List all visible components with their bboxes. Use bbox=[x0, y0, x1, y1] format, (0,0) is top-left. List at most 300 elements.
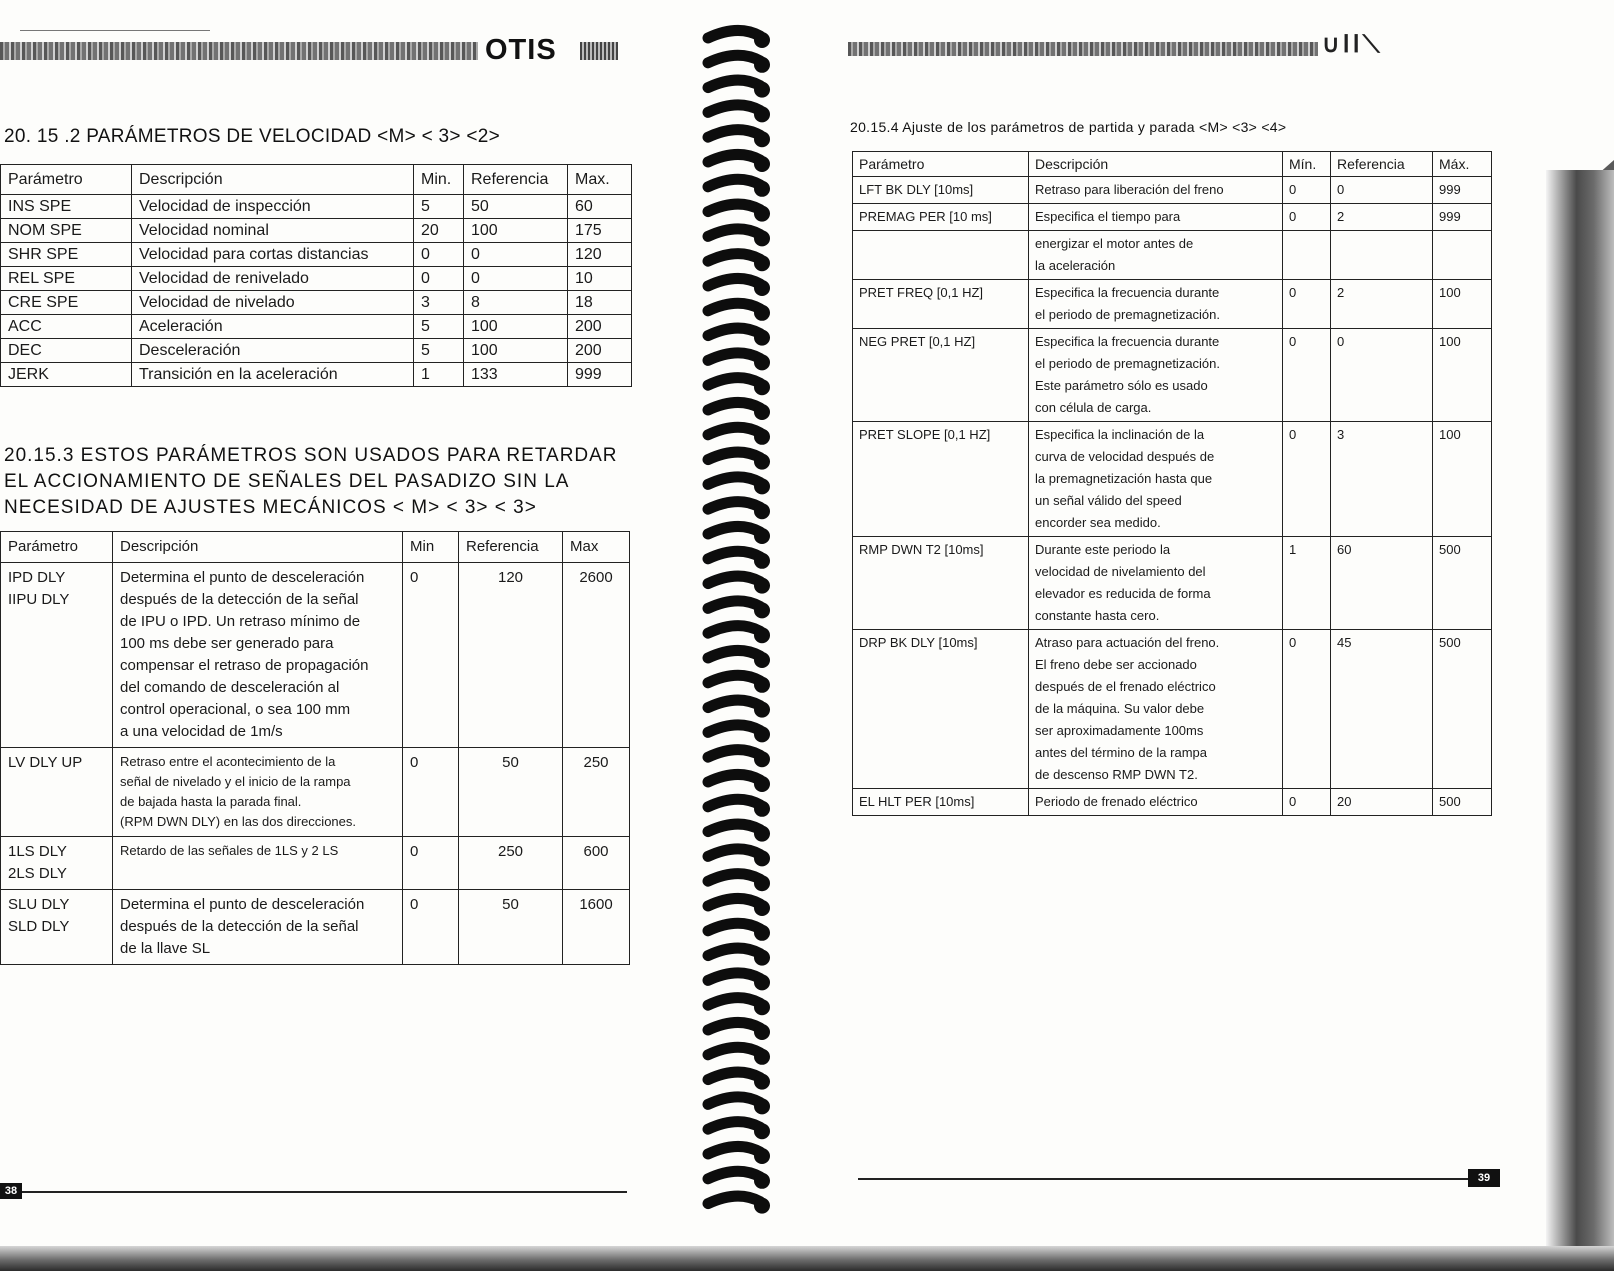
cell-line: Retraso para liberación del freno bbox=[1035, 182, 1224, 197]
column-header: Max. bbox=[568, 165, 632, 195]
max-cell: 250 bbox=[563, 748, 630, 837]
reference-cell: 50 bbox=[459, 748, 563, 837]
min-cell: 0 bbox=[403, 563, 459, 748]
otis-logo: OTIS bbox=[485, 34, 557, 66]
cell-line: elevador es reducida de forma bbox=[1035, 586, 1211, 601]
spiral-ring bbox=[754, 32, 770, 48]
param-cell: DRP BK DLY [10ms] bbox=[853, 630, 1029, 789]
spiral-loop bbox=[708, 402, 760, 410]
column-header: Max bbox=[563, 532, 630, 563]
spiral-ring bbox=[754, 1074, 770, 1090]
spiral-ring bbox=[754, 826, 770, 842]
reference-cell: 2 bbox=[1331, 204, 1433, 231]
max-cell: 100 bbox=[1433, 422, 1492, 537]
min-cell: 5 bbox=[414, 339, 464, 363]
max-cell: 100 bbox=[1433, 280, 1492, 329]
reference-cell: 0 bbox=[464, 243, 568, 267]
max-cell: 100 bbox=[1433, 329, 1492, 422]
cell-line: después de la detección de la señal bbox=[120, 591, 359, 608]
spiral-ring bbox=[754, 1024, 770, 1040]
spiral-loop bbox=[708, 254, 760, 262]
description-cell bbox=[1029, 537, 1283, 630]
spiral-loop bbox=[708, 452, 760, 460]
table-row bbox=[853, 422, 1492, 537]
param-cell bbox=[1, 890, 113, 965]
spiral-loop bbox=[708, 650, 760, 658]
table-row bbox=[1, 243, 632, 267]
table-row bbox=[1, 315, 632, 339]
spiral-loop bbox=[708, 799, 760, 807]
param-cell: DEC bbox=[1, 339, 132, 363]
title-line: NECESIDAD DE AJUSTES MECÁNICOS < M> < 3> < 3> bbox=[4, 497, 537, 518]
min-cell: 1 bbox=[414, 363, 464, 387]
spiral-loop bbox=[708, 204, 760, 212]
min-cell: 0 bbox=[403, 890, 459, 965]
spiral-loop bbox=[708, 526, 760, 534]
spiral-loop bbox=[708, 1047, 760, 1055]
cell-line: después de el frenado eléctrico bbox=[1035, 679, 1216, 694]
cell-line: Especifica el tiempo para bbox=[1035, 209, 1181, 224]
header-band-left bbox=[0, 42, 478, 60]
spiral-ring bbox=[754, 255, 770, 271]
param-cell: INS SPE bbox=[1, 195, 132, 219]
table-row bbox=[853, 231, 1492, 280]
cell-line: 100 ms debe ser generado para bbox=[120, 635, 334, 652]
page-number-right: 39 bbox=[1468, 1169, 1500, 1187]
spiral-ring bbox=[754, 478, 770, 494]
max-cell: 18 bbox=[568, 291, 632, 315]
description-cell bbox=[1029, 177, 1283, 204]
description-cell bbox=[1029, 630, 1283, 789]
spiral-loop bbox=[708, 824, 760, 832]
min-cell: 20 bbox=[414, 219, 464, 243]
cell-line: (RPM DWN DLY) en las dos direcciones. bbox=[120, 814, 356, 829]
spiral-loop bbox=[708, 154, 760, 162]
spiral-ring bbox=[754, 776, 770, 792]
max-cell: 120 bbox=[568, 243, 632, 267]
page-edge-shadow bbox=[1546, 170, 1614, 1250]
param-cell bbox=[1, 837, 113, 890]
description-cell bbox=[1029, 231, 1283, 280]
column-header: Min bbox=[403, 532, 459, 563]
spiral-ring bbox=[754, 950, 770, 966]
description-cell bbox=[1029, 204, 1283, 231]
spiral-loop bbox=[708, 378, 760, 386]
max-cell: 200 bbox=[568, 339, 632, 363]
table-header-row bbox=[1, 532, 630, 563]
min-cell: 1 bbox=[1283, 537, 1331, 630]
cell-line: SLD DLY bbox=[8, 918, 70, 935]
header-band-right bbox=[848, 42, 1318, 56]
spiral-loop bbox=[708, 849, 760, 857]
table-row bbox=[1, 363, 632, 387]
param-cell bbox=[853, 231, 1029, 280]
spiral-loop bbox=[708, 1122, 760, 1130]
spiral-ring bbox=[754, 751, 770, 767]
spiral-loop bbox=[708, 303, 760, 311]
min-cell: 0 bbox=[403, 748, 459, 837]
cell-line: velocidad de nivelamiento del bbox=[1035, 564, 1206, 579]
min-cell: 0 bbox=[1283, 422, 1331, 537]
spiral-ring bbox=[754, 131, 770, 147]
title-line: EL ACCIONAMIENTO DE SEÑALES DEL PASADIZO SIN LA bbox=[4, 471, 570, 492]
spiral-loop bbox=[708, 1146, 760, 1154]
table-row bbox=[1, 267, 632, 291]
spiral-ring bbox=[754, 404, 770, 420]
table-row bbox=[1, 219, 632, 243]
description-cell bbox=[113, 837, 403, 890]
cell-line: IPD DLY bbox=[8, 569, 66, 586]
reference-cell: 100 bbox=[464, 339, 568, 363]
column-header: Parámetro bbox=[1, 532, 113, 563]
cell-line: de IPU o IPD. Un retraso mínimo de bbox=[120, 613, 361, 630]
spiral-loop bbox=[708, 576, 760, 584]
spiral-loop bbox=[708, 750, 760, 758]
param-cell: NEG PRET [0,1 HZ] bbox=[853, 329, 1029, 422]
max-cell: 999 bbox=[1433, 204, 1492, 231]
spiral-ring bbox=[754, 602, 770, 618]
velocity-parameters-table bbox=[0, 164, 632, 387]
spiral-loop bbox=[708, 601, 760, 609]
delay-parameters-table bbox=[0, 531, 630, 965]
reference-cell: 45 bbox=[1331, 630, 1433, 789]
min-cell: 0 bbox=[1283, 789, 1331, 816]
reference-cell: 8 bbox=[464, 291, 568, 315]
min-cell: 5 bbox=[414, 195, 464, 219]
footer-rule-right bbox=[858, 1178, 1468, 1180]
column-header: Descripción bbox=[113, 532, 403, 563]
min-cell: 0 bbox=[1283, 329, 1331, 422]
spiral-loop bbox=[708, 700, 760, 708]
reference-cell: 2 bbox=[1331, 280, 1433, 329]
spiral-ring bbox=[754, 57, 770, 73]
cell-line: ser aproximadamente 100ms bbox=[1035, 723, 1204, 738]
spiral-ring bbox=[754, 82, 770, 98]
min-cell: 0 bbox=[403, 837, 459, 890]
spiral-ring bbox=[754, 726, 770, 742]
spiral-ring bbox=[754, 354, 770, 370]
table-row bbox=[853, 789, 1492, 816]
reference-cell: 0 bbox=[464, 267, 568, 291]
spiral-ring bbox=[754, 379, 770, 395]
title-line: 20.15.3 ESTOS PARÁMETROS SON USADOS PARA RETARDAR bbox=[4, 445, 618, 466]
spiral-loop bbox=[708, 229, 760, 237]
table-row bbox=[853, 280, 1492, 329]
spiral-loop bbox=[708, 1171, 760, 1179]
reference-cell: 0 bbox=[1331, 329, 1433, 422]
column-header: Parámetro bbox=[1, 165, 132, 195]
spiral-ring bbox=[754, 330, 770, 346]
cell-line: Atraso para actuación del freno. bbox=[1035, 635, 1220, 650]
cell-line: Especifica la inclinación de la bbox=[1035, 427, 1205, 442]
min-cell: 5 bbox=[414, 315, 464, 339]
max-cell: 999 bbox=[568, 363, 632, 387]
spiral-loop bbox=[708, 278, 760, 286]
spiral-ring bbox=[754, 280, 770, 296]
spiral-loop bbox=[708, 477, 760, 485]
cell-line: El freno debe ser accionado bbox=[1035, 657, 1197, 672]
cell-line: Especifica la frecuencia durante bbox=[1035, 285, 1220, 300]
spiral-ring bbox=[754, 801, 770, 817]
min-cell: 0 bbox=[1283, 177, 1331, 204]
cell-line: la aceleración bbox=[1035, 258, 1116, 273]
spiral-loop bbox=[708, 774, 760, 782]
param-cell: SHR SPE bbox=[1, 243, 132, 267]
start-stop-section-title: 20.15.4 Ajuste de los parámetros de partida y parada <M> <3> <4> bbox=[850, 119, 1287, 135]
cell-line: un señal válido del speed bbox=[1035, 493, 1182, 508]
table-row bbox=[853, 204, 1492, 231]
spiral-ring bbox=[754, 627, 770, 643]
spiral-loop bbox=[708, 626, 760, 634]
cell-line: Durante este periodo la bbox=[1035, 542, 1171, 557]
column-header: Mín. bbox=[1283, 152, 1331, 177]
description-cell: Velocidad de renivelado bbox=[132, 267, 414, 291]
cell-line: a una velocidad de 1m/s bbox=[120, 723, 283, 740]
min-cell bbox=[1283, 231, 1331, 280]
max-cell: 999 bbox=[1433, 177, 1492, 204]
cell-line: control operacional, o sea 100 mm bbox=[120, 701, 351, 718]
param-cell: ACC bbox=[1, 315, 132, 339]
spiral-binding bbox=[698, 20, 808, 1240]
cell-line: señal de nivelado y el inicio de la rampa bbox=[120, 774, 351, 789]
reference-cell: 120 bbox=[459, 563, 563, 748]
spiral-loop bbox=[708, 105, 760, 113]
spiral-loop bbox=[708, 328, 760, 336]
cell-line: la premagnetización hasta que bbox=[1035, 471, 1213, 486]
spiral-ring bbox=[754, 974, 770, 990]
cell-line: el periodo de premagnetización. bbox=[1035, 356, 1221, 371]
min-cell: 0 bbox=[1283, 204, 1331, 231]
cell-line: de la máquina. Su valor debe bbox=[1035, 701, 1205, 716]
param-cell: CRE SPE bbox=[1, 291, 132, 315]
max-cell: 10 bbox=[568, 267, 632, 291]
footer-rule-left bbox=[22, 1191, 627, 1193]
table-row bbox=[853, 537, 1492, 630]
spiral-loop bbox=[708, 948, 760, 956]
table-row bbox=[1, 748, 630, 837]
spiral-ring bbox=[754, 503, 770, 519]
spiral-loop bbox=[708, 502, 760, 510]
spiral-loop bbox=[708, 1072, 760, 1080]
spiral-ring bbox=[754, 1049, 770, 1065]
spiral-ring bbox=[754, 702, 770, 718]
spiral-ring bbox=[754, 206, 770, 222]
description-cell: Velocidad de inspección bbox=[132, 195, 414, 219]
cell-line: Determina el punto de desceleración bbox=[120, 896, 365, 913]
reference-cell: 100 bbox=[464, 219, 568, 243]
description-cell: Transición en la aceleración bbox=[132, 363, 414, 387]
param-cell: PRET SLOPE [0,1 HZ] bbox=[853, 422, 1029, 537]
min-cell: 0 bbox=[1283, 630, 1331, 789]
spiral-loop bbox=[708, 998, 760, 1006]
description-cell bbox=[1029, 789, 1283, 816]
cell-line: 2LS DLY bbox=[8, 865, 67, 882]
max-cell: 500 bbox=[1433, 537, 1492, 630]
description-cell bbox=[1029, 280, 1283, 329]
description-cell bbox=[113, 563, 403, 748]
spiral-ring bbox=[754, 677, 770, 693]
max-cell: 500 bbox=[1433, 789, 1492, 816]
cell-line: de bajada hasta la parada final. bbox=[120, 794, 302, 809]
scan-bottom-shadow bbox=[0, 1246, 1614, 1271]
spiral-ring bbox=[754, 181, 770, 197]
cell-line: constante hasta cero. bbox=[1035, 608, 1160, 623]
reference-cell: 50 bbox=[459, 890, 563, 965]
min-cell: 0 bbox=[414, 267, 464, 291]
spiral-loop bbox=[708, 973, 760, 981]
spiral-loop bbox=[708, 30, 760, 38]
max-cell: 600 bbox=[563, 837, 630, 890]
description-cell: Aceleración bbox=[132, 315, 414, 339]
reference-cell: 50 bbox=[464, 195, 568, 219]
reference-cell: 20 bbox=[1331, 789, 1433, 816]
reference-cell: 0 bbox=[1331, 177, 1433, 204]
otis-logo-fragment: ∪ⅠⅠ⟍ bbox=[1322, 31, 1383, 58]
cell-line: Retardo de las señales de 1LS y 2 LS bbox=[120, 843, 339, 858]
spiral-loop bbox=[708, 179, 760, 187]
cell-line: con célula de carga. bbox=[1035, 400, 1152, 415]
cell-line: Determina el punto de desceleración bbox=[120, 569, 365, 586]
table-row bbox=[1, 195, 632, 219]
spiral-loop bbox=[708, 1196, 760, 1204]
spiral-ring bbox=[754, 305, 770, 321]
param-cell: NOM SPE bbox=[1, 219, 132, 243]
page-number-left: 38 bbox=[0, 1183, 22, 1199]
cell-line: de descenso RMP DWN T2. bbox=[1035, 767, 1198, 782]
param-cell: PREMAG PER [10 ms] bbox=[853, 204, 1029, 231]
delay-section-title bbox=[4, 443, 644, 521]
spiral-loop bbox=[708, 427, 760, 435]
column-header: Máx. bbox=[1433, 152, 1492, 177]
column-header: Parámetro bbox=[853, 152, 1029, 177]
spiral-ring bbox=[754, 1173, 770, 1189]
spiral-loop bbox=[708, 551, 760, 559]
cell-line: Especifica la frecuencia durante bbox=[1035, 334, 1220, 349]
table-row bbox=[853, 177, 1492, 204]
table-row bbox=[1, 339, 632, 363]
top-rule bbox=[20, 30, 210, 31]
description-cell: Velocidad nominal bbox=[132, 219, 414, 243]
cell-line: SLU DLY bbox=[8, 896, 70, 913]
spiral-ring bbox=[754, 1148, 770, 1164]
param-cell: PRET FREQ [0,1 HZ] bbox=[853, 280, 1029, 329]
cell-line: Periodo de frenado eléctrico bbox=[1035, 794, 1198, 809]
spiral-ring bbox=[754, 1098, 770, 1114]
spiral-ring bbox=[754, 925, 770, 941]
param-cell: EL HLT PER [10ms] bbox=[853, 789, 1029, 816]
table-header-row bbox=[1, 165, 632, 195]
max-cell bbox=[1433, 231, 1492, 280]
description-cell bbox=[1029, 422, 1283, 537]
max-cell: 1600 bbox=[563, 890, 630, 965]
description-cell: Desceleración bbox=[132, 339, 414, 363]
spiral-loop bbox=[708, 1097, 760, 1105]
spiral-loop bbox=[708, 874, 760, 882]
cell-line: del comando de desceleración al bbox=[120, 679, 340, 696]
table-row bbox=[1, 563, 630, 748]
table-header-row bbox=[853, 152, 1492, 177]
cell-line: el periodo de premagnetización. bbox=[1035, 307, 1221, 322]
cell-line: Retraso entre el acontecimiento de la bbox=[120, 754, 336, 769]
max-cell: 60 bbox=[568, 195, 632, 219]
column-header: Min. bbox=[414, 165, 464, 195]
spiral-ring bbox=[754, 875, 770, 891]
cell-line: LV DLY UP bbox=[8, 754, 83, 771]
reference-cell: 133 bbox=[464, 363, 568, 387]
cell-line: antes del término de la rampa bbox=[1035, 745, 1207, 760]
cell-line: Este parámetro sólo es usado bbox=[1035, 378, 1208, 393]
table-row bbox=[1, 291, 632, 315]
max-cell: 175 bbox=[568, 219, 632, 243]
spiral-ring bbox=[754, 850, 770, 866]
max-cell: 500 bbox=[1433, 630, 1492, 789]
table-row bbox=[853, 630, 1492, 789]
spiral-loop bbox=[708, 353, 760, 361]
cell-line: energizar el motor antes de bbox=[1035, 236, 1194, 251]
description-cell: Velocidad para cortas distancias bbox=[132, 243, 414, 267]
cell-line: encorder sea medido. bbox=[1035, 515, 1161, 530]
reference-cell: 100 bbox=[464, 315, 568, 339]
spiral-loop bbox=[708, 1022, 760, 1030]
spiral-ring bbox=[754, 999, 770, 1015]
spiral-loop bbox=[708, 898, 760, 906]
start-stop-parameters-table bbox=[852, 151, 1492, 816]
cell-line: después de la detección de la señal bbox=[120, 918, 359, 935]
table-row bbox=[853, 329, 1492, 422]
param-cell: REL SPE bbox=[1, 267, 132, 291]
spiral-loop bbox=[708, 675, 760, 683]
spiral-ring bbox=[754, 1198, 770, 1214]
reference-cell: 60 bbox=[1331, 537, 1433, 630]
column-header: Referencia bbox=[1331, 152, 1433, 177]
table-row bbox=[1, 890, 630, 965]
min-cell: 3 bbox=[414, 291, 464, 315]
param-cell bbox=[1, 748, 113, 837]
param-cell bbox=[1, 563, 113, 748]
column-header: Descripción bbox=[132, 165, 414, 195]
spiral-loop bbox=[708, 80, 760, 88]
spiral-ring bbox=[754, 106, 770, 122]
spiral-ring bbox=[754, 652, 770, 668]
cell-line: curva de velocidad después de bbox=[1035, 449, 1215, 464]
reference-cell: 3 bbox=[1331, 422, 1433, 537]
spiral-loop bbox=[708, 55, 760, 63]
column-header: Referencia bbox=[459, 532, 563, 563]
column-header: Referencia bbox=[464, 165, 568, 195]
spiral-ring bbox=[754, 1123, 770, 1139]
spiral-loop bbox=[708, 725, 760, 733]
spiral-ring bbox=[754, 156, 770, 172]
description-cell bbox=[113, 748, 403, 837]
cell-line: de la llave SL bbox=[120, 940, 211, 957]
spiral-loop bbox=[708, 923, 760, 931]
spiral-ring bbox=[754, 230, 770, 246]
description-cell: Velocidad de nivelado bbox=[132, 291, 414, 315]
cell-line: IIPU DLY bbox=[8, 591, 70, 608]
cell-line: compensar el retraso de propagación bbox=[120, 657, 369, 674]
min-cell: 0 bbox=[1283, 280, 1331, 329]
description-cell bbox=[113, 890, 403, 965]
max-cell: 200 bbox=[568, 315, 632, 339]
velocity-section-title: 20. 15 .2 PARÁMETROS DE VELOCIDAD <M> < 3> <2> bbox=[4, 126, 501, 147]
spiral-ring bbox=[754, 454, 770, 470]
spiral-ring bbox=[754, 578, 770, 594]
param-cell: RMP DWN T2 [10ms] bbox=[853, 537, 1029, 630]
min-cell: 0 bbox=[414, 243, 464, 267]
spiral-ring bbox=[754, 553, 770, 569]
spiral-ring bbox=[754, 528, 770, 544]
spiral-ring bbox=[754, 900, 770, 916]
